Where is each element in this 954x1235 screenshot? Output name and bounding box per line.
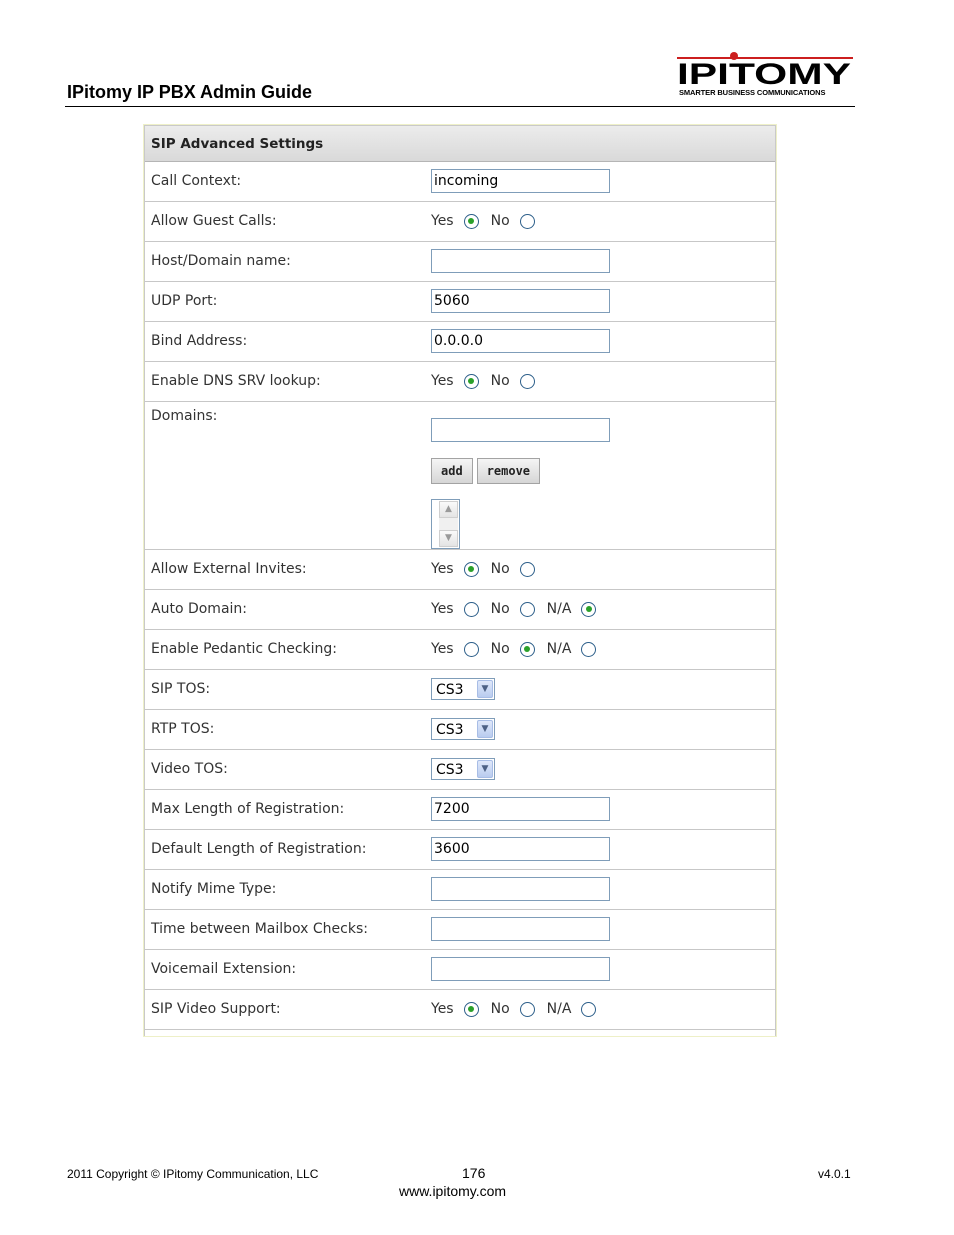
logo-wordmark: IPITOMY [677,58,851,87]
radio-yes-label: Yes [431,641,454,657]
pedantic-yes-radio[interactable] [464,642,479,657]
radio-na-label: N/A [546,601,572,617]
allow-guest-calls-label: Allow Guest Calls: [151,213,277,229]
row-host-domain-name [145,242,775,282]
sip-tos-select[interactable] [431,678,495,700]
pedantic-na-radio[interactable] [581,642,596,657]
row-enable-pedantic-checking [145,630,775,670]
sip-advanced-settings-panel [144,125,776,1036]
auto-domain-label: Auto Domain: [151,601,247,617]
row-sip-tos [145,670,775,710]
footer-version: v4.0.1 [818,1167,851,1181]
row-notify-mime-type [145,870,775,910]
radio-no-label: No [490,561,510,577]
scroll-down-icon[interactable]: ▼ [439,530,458,547]
rtp-tos-label: RTP TOS: [151,721,215,737]
external-invites-no-radio[interactable] [520,562,535,577]
max-length-registration-input[interactable]: 7200 [431,797,610,821]
host-domain-name-label: Host/Domain name: [151,253,291,269]
row-udp-port [145,282,775,322]
footer-copyright: 2011 Copyright © IPitomy Communication, LLC [67,1167,319,1181]
dns-srv-no-radio[interactable] [520,374,535,389]
bind-address-input[interactable]: 0.0.0.0 [431,329,610,353]
header-rule [65,106,855,107]
radio-yes-label: Yes [431,601,454,617]
allow-guest-calls-yes-radio[interactable] [464,214,479,229]
enable-dns-srv-lookup-label: Enable DNS SRV lookup: [151,373,321,389]
allow-external-invites-label: Allow External Invites: [151,561,307,577]
row-voicemail-extension [145,950,775,990]
document-title: IPitomy IP PBX Admin Guide [67,82,313,102]
row-default-length-registration [145,830,775,870]
dns-srv-yes-radio[interactable] [464,374,479,389]
bind-address-label: Bind Address: [151,333,248,349]
time-between-mailbox-checks-label: Time between Mailbox Checks: [151,921,368,937]
call-context-input[interactable]: incoming [431,169,610,193]
row-time-between-mailbox-checks [145,910,775,950]
enable-pedantic-checking-label: Enable Pedantic Checking: [151,641,337,657]
time-between-mailbox-checks-input[interactable] [431,917,610,941]
max-length-registration-label: Max Length of Registration: [151,801,345,817]
row-allow-guest-calls [145,202,775,242]
footer-url[interactable]: www.ipitomy.com [399,1183,507,1199]
radio-no-label: No [490,213,510,229]
auto-domain-no-radio[interactable] [520,602,535,617]
scroll-up-icon[interactable]: ▲ [439,501,458,518]
allow-guest-calls-no-radio[interactable] [520,214,535,229]
sip-video-no-radio[interactable] [520,1002,535,1017]
domains-listbox-scrollbar[interactable] [439,501,458,547]
radio-yes-label: Yes [431,561,454,577]
sip-video-na-radio[interactable] [581,1002,596,1017]
pedantic-no-radio[interactable] [520,642,535,657]
logo-tagline: SMARTER BUSINESS COMMUNICATIONS [679,88,826,97]
radio-na-label: N/A [546,641,572,657]
call-context-label: Call Context: [151,173,242,189]
notify-mime-type-label: Notify Mime Type: [151,881,277,897]
auto-domain-yes-radio[interactable] [464,602,479,617]
add-domain-button[interactable]: add [431,458,473,484]
row-allow-external-invites [145,550,775,590]
remove-domain-button[interactable]: remove [477,458,540,484]
voicemail-extension-input[interactable] [431,957,610,981]
radio-yes-label: Yes [431,373,454,389]
row-sip-video-support [145,990,775,1030]
external-invites-yes-radio[interactable] [464,562,479,577]
radio-na-label: N/A [546,1001,572,1017]
voicemail-extension-label: Voicemail Extension: [151,961,297,977]
row-call-context [145,162,775,202]
notify-mime-type-input[interactable] [431,877,610,901]
host-domain-name-input[interactable] [431,249,610,273]
radio-yes-label: Yes [431,1001,454,1017]
ipitomy-logo [677,51,853,101]
row-bind-address [145,322,775,362]
sip-tos-value: CS3 [436,682,464,698]
row-video-tos [145,750,775,790]
chevron-down-icon[interactable]: ▼ [477,720,493,738]
default-length-registration-input[interactable]: 3600 [431,837,610,861]
radio-no-label: No [490,373,510,389]
domains-label: Domains: [151,408,218,424]
video-tos-value: CS3 [436,762,464,778]
radio-no-label: No [490,601,510,617]
video-tos-label: Video TOS: [151,761,228,777]
chevron-down-icon[interactable]: ▼ [477,760,493,778]
radio-no-label: No [490,1001,510,1017]
rtp-tos-select[interactable] [431,718,495,740]
auto-domain-na-radio[interactable] [581,602,596,617]
sip-tos-label: SIP TOS: [151,681,211,697]
sip-video-yes-radio[interactable] [464,1002,479,1017]
udp-port-label: UDP Port: [151,293,218,309]
radio-no-label: No [490,641,510,657]
footer-page-number: 176 [462,1165,486,1181]
udp-port-input[interactable]: 5060 [431,289,610,313]
domains-listbox[interactable] [431,499,460,549]
default-length-registration-label: Default Length of Registration: [151,841,367,857]
row-rtp-tos [145,710,775,750]
radio-yes-label: Yes [431,213,454,229]
row-enable-dns-srv-lookup [145,362,775,402]
row-domains [145,402,775,550]
video-tos-select[interactable] [431,758,495,780]
chevron-down-icon[interactable]: ▼ [477,680,493,698]
domains-input[interactable] [431,418,610,442]
sip-video-support-label: SIP Video Support: [151,1001,281,1017]
panel-title: SIP Advanced Settings [145,126,775,162]
row-max-length-registration [145,790,775,830]
rtp-tos-value: CS3 [436,722,464,738]
row-auto-domain [145,590,775,630]
